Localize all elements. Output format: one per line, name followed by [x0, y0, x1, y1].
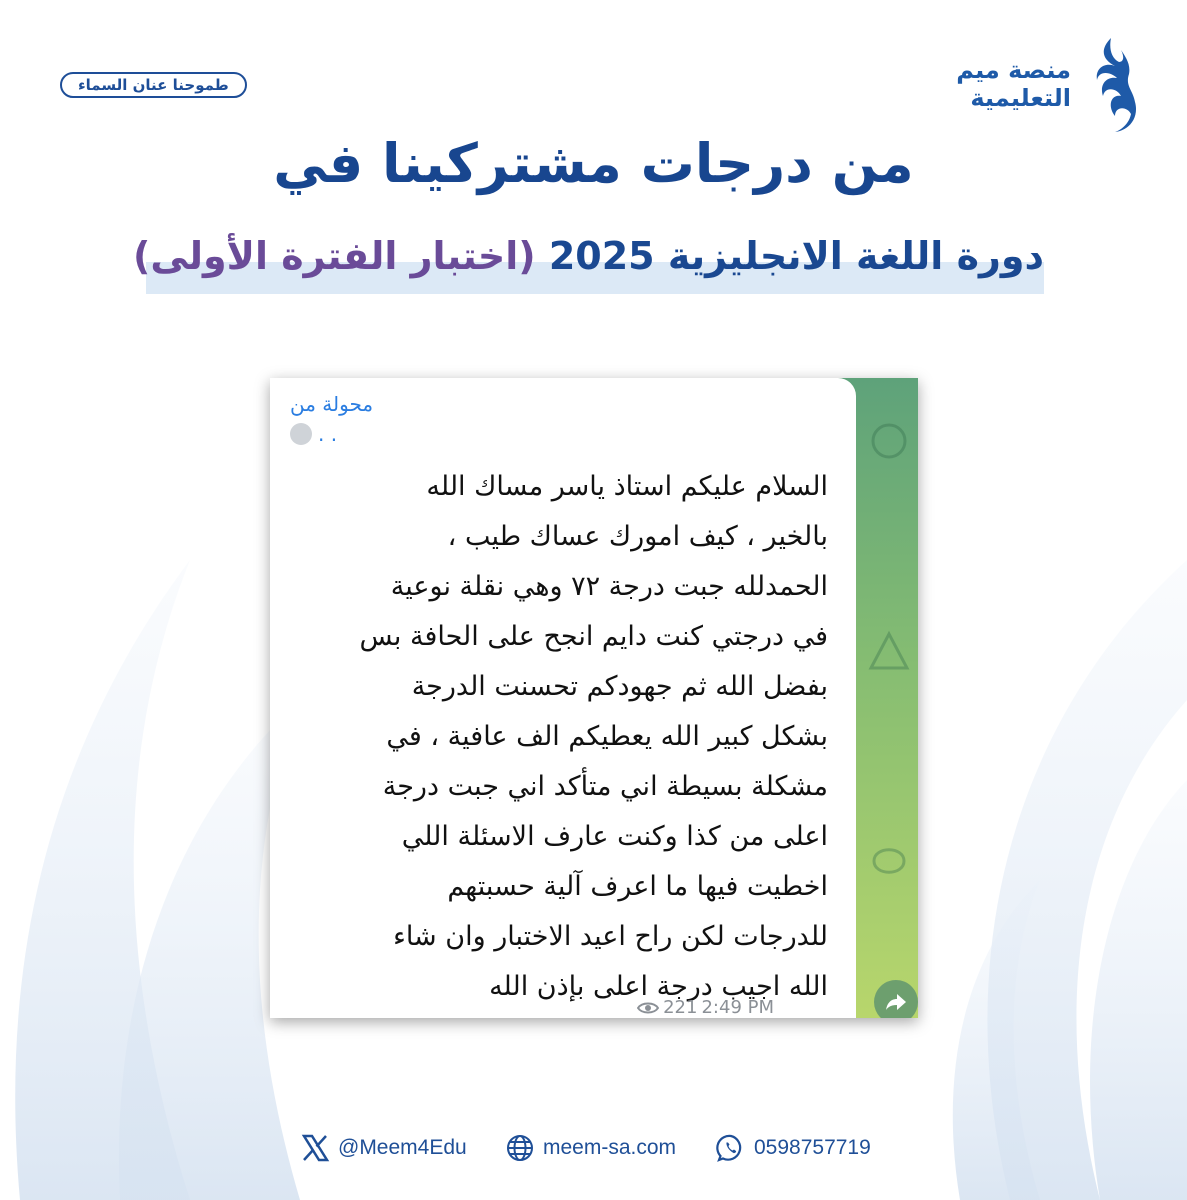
message-line: في درجتي كنت دايم انجح على الحافة بس	[359, 621, 828, 652]
eye-icon	[637, 1001, 659, 1015]
phone-contact[interactable]	[716, 1133, 871, 1163]
website-contact[interactable]	[505, 1133, 676, 1163]
message-line: الله اجيب درجة اعلى بإذن الله	[489, 971, 828, 1002]
page-subtitle	[132, 234, 1044, 278]
doodle-icon	[866, 838, 912, 884]
brand-name-line1: منصة ميم	[956, 56, 1071, 85]
view-count: 221	[663, 997, 698, 1018]
avatar	[290, 423, 312, 445]
chat-screenshot	[270, 378, 918, 1018]
contact-footer	[0, 1133, 1187, 1173]
message-bubble	[270, 378, 856, 1018]
message-line: بشكل كبير الله يعطيكم الف عافية ، في	[386, 721, 828, 752]
subtitle-course: دورة اللغة الانجليزية 2025	[548, 234, 1044, 278]
message-line: اخطيت فيها ما اعرف آلية حسبتهم	[447, 871, 828, 902]
twitter-contact[interactable]	[300, 1133, 467, 1163]
forward-sender[interactable]	[290, 422, 337, 446]
brand-name-line2: التعليمية	[970, 84, 1071, 112]
sender-name: . .	[318, 422, 338, 446]
forwarded-from-label[interactable]: محولة من	[290, 392, 374, 416]
message-line: السلام عليكم استاذ ياسر مساك الله	[426, 471, 828, 502]
doodle-icon	[866, 418, 912, 464]
doodle-icon	[866, 628, 912, 674]
message-line: الحمدلله جبت درجة ٧٢ وهي نقلة نوعية	[390, 571, 828, 602]
twitter-handle: @Meem4Edu	[338, 1136, 467, 1159]
message-time: 2:49 PM	[701, 997, 774, 1018]
message-line: للدرجات لكن راح اعيد الاختبار وان شاء	[393, 921, 828, 952]
message-line: بالخير ، كيف امورك عساك طيب ،	[447, 521, 828, 552]
forward-arrow-icon	[885, 992, 907, 1012]
meem-logo-icon	[1081, 36, 1141, 134]
page-title: من درجات مشتركينا في	[273, 132, 914, 195]
whatsapp-icon	[716, 1133, 746, 1163]
globe-icon	[505, 1133, 535, 1163]
x-logo-icon	[300, 1133, 330, 1163]
message-meta	[637, 997, 774, 1018]
subtitle-exam: (اختبار الفترة الأولى)	[132, 234, 536, 278]
website-url: meem-sa.com	[543, 1136, 677, 1159]
slogan-badge: طموحنا عنان السماء	[60, 72, 247, 98]
message-text	[273, 462, 828, 1012]
message-line: مشكلة بسيطة اني متأكد اني جبت درجة	[382, 771, 828, 802]
message-line: بفضل الله ثم جهودكم تحسنت الدرجة	[411, 671, 828, 702]
brand-logo	[956, 36, 1141, 134]
forward-button[interactable]	[874, 980, 918, 1018]
message-line: اعلى من كذا وكنت عارف الاسئلة اللي	[401, 821, 828, 852]
phone-number: 0598757719	[754, 1136, 871, 1159]
